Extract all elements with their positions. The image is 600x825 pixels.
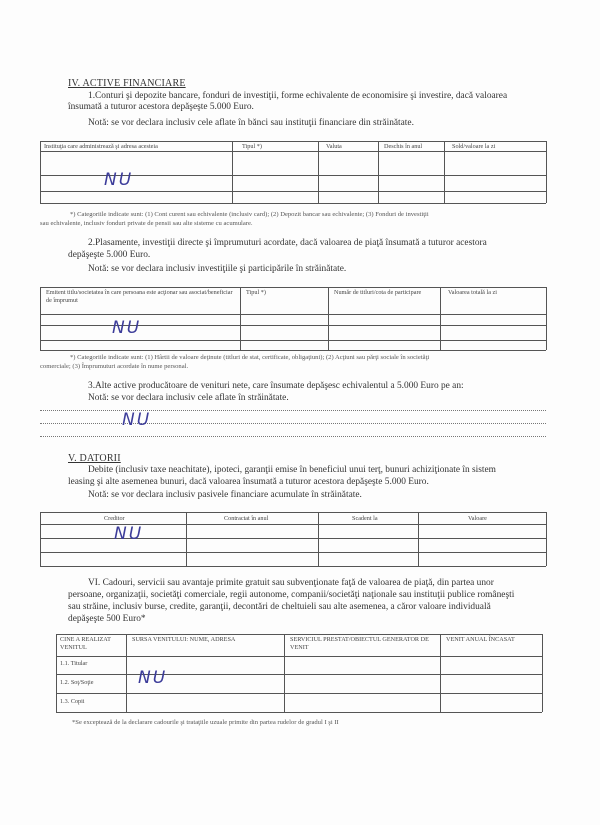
section-v-title: V. DATORII (68, 453, 121, 464)
t2-footnote-2: comerciale; (3) Împrumuturi acordate în nume personal. (40, 363, 189, 370)
section-v-p-line1: Debite (inclusiv taxe neachitate), ipoteci, garanţii emise în beneficiul unui terţ, bunuri achiziţionate în sistem (88, 465, 496, 475)
t2-header-type: Tipul *) (246, 289, 266, 296)
t4-header-service: SERVICIUL PRESTAT/OBIECTUL GENERATOR DE VENIT (290, 636, 429, 651)
t2-header-issuer: Emitent titlu/societatea în care persoana este acţionar sau asociat/beneficiar de împrumut (46, 289, 233, 304)
section-iv-p2-note: Notă: se vor declara inclusiv investiţiile şi participările în străinătate. (88, 264, 347, 274)
section-iv-p2-line2: depăşeşte 5.000 Euro. (68, 250, 151, 260)
t1-footnote-2: sau echivalente, inclusiv fonduri private de pensii sau alte sisteme cu acumulare. (40, 220, 253, 227)
section-iv-p3-note: Notă: se vor declara inclusiv cele aflate în străinătate. (88, 393, 289, 403)
t2-header-count: Număr de titluri/cota de participare (334, 289, 422, 296)
t4-row-titular: 1.1. Titular (60, 660, 88, 667)
t1-header-opened: Deschis în anul (384, 143, 423, 150)
t3-handwritten-nu: NU (114, 524, 144, 544)
t1-handwritten-nu: NU (104, 170, 134, 190)
t1-footnote-1: *) Categoriile indicate sunt: (1) Cont curent sau echivalente (inclusiv card); (2) Depozit bancar sau echivalente; (3) Fonduri de investiţii (70, 211, 429, 218)
t2-footnote-1: *) Categoriile indicate sunt: (1) Hârtii de valoare deţinute (titluri de stat, certificate, obligaţiuni); (2) Acţiuni sau părţi sociale în societăţi (70, 354, 430, 361)
t3-header-due: Scadent la (352, 515, 378, 522)
t3-header-creditor: Creditor (104, 515, 125, 522)
section-iv-p2-line1: 2.Plasamente, investiţii directe şi împrumuturi acordate, dacă valoarea de piaţă însumată a tuturor acestora (88, 238, 487, 248)
section-v-p-line2: leasing şi alte asemenea bunuri, dacă valoarea însumată a tuturor acestora depăşeşte 5.000 Euro. (68, 477, 429, 487)
t4-header-who: CINE A REALIZAT VENITUL (60, 636, 111, 651)
t3-header-value: Valoare (468, 515, 487, 522)
section-iv-p1-note: Notă: se vor declara inclusiv cele aflate în bănci sau instituţii financiare din străinătate. (88, 118, 414, 128)
t2-header-total: Valoarea totală la zi (448, 289, 497, 296)
t4-row-spouse: 1.2. Soţ/Soţie (60, 679, 94, 686)
t1-header-currency: Valuta (326, 143, 342, 150)
p3-handwritten-nu: NU (122, 410, 152, 430)
section-iv-p3-line1: 3.Alte active producătoare de venituri nete, care însumate depăşesc echivalentul a 5.000 Euro pe an: (88, 381, 464, 391)
t4-footnote: *Se exceptează de la declarare cadourile şi trataţiile uzuale primite din partea rudelor de gradul I şi II (72, 719, 339, 726)
section-vi-line2: persoane, organizaţii, societăţi comerciale, regii autonome, companii/societăţi naţionale sau instituţii publice româneşti (68, 590, 515, 600)
section-vi-line1: VI. Cadouri, servicii sau avantaje primite gratuit sau subvenţionate faţă de valoarea de piaţă, din partea unor (88, 578, 494, 588)
t1-header-type: Tipul *) (242, 143, 262, 150)
section-vi-line4: depăşeşte 500 Euro* (68, 614, 146, 624)
section-iv-p1-line2: însumată a tuturor acestora depăşeşte 5.000 Euro. (68, 102, 254, 112)
t3-header-contracted: Contractat în anul (224, 515, 269, 522)
t1-header-institution: Instituţia care administrează şi adresa acesteia (44, 143, 158, 150)
t4-handwritten-nu: NU (138, 668, 168, 688)
t4-header-income: VENIT ANUAL ÎNCASAT (446, 636, 515, 643)
t1-header-balance: Sold/valoare la zi (452, 143, 496, 150)
section-iv-title: IV. ACTIVE FINANCIARE (68, 78, 186, 89)
section-iv-p1-line1: 1.Conturi şi depozite bancare, fonduri de investiţii, forme echivalente de economisire şi investire, dacă valoarea (88, 91, 508, 101)
section-v-p-note: Notă: se vor declara inclusiv pasivele financiare acumulate în străinătate. (88, 490, 362, 500)
section-vi-line3: sau străine, inclusiv burse, credite, garanţii, decontări de cheltuieli sau alte asemenea, a căror valoare individuală (68, 602, 491, 612)
t2-handwritten-nu: NU (112, 318, 142, 338)
t4-row-children: 1.3. Copii (60, 698, 85, 705)
t4-header-source: SURSA VENITULUI: NUME, ADRESA (132, 636, 236, 643)
